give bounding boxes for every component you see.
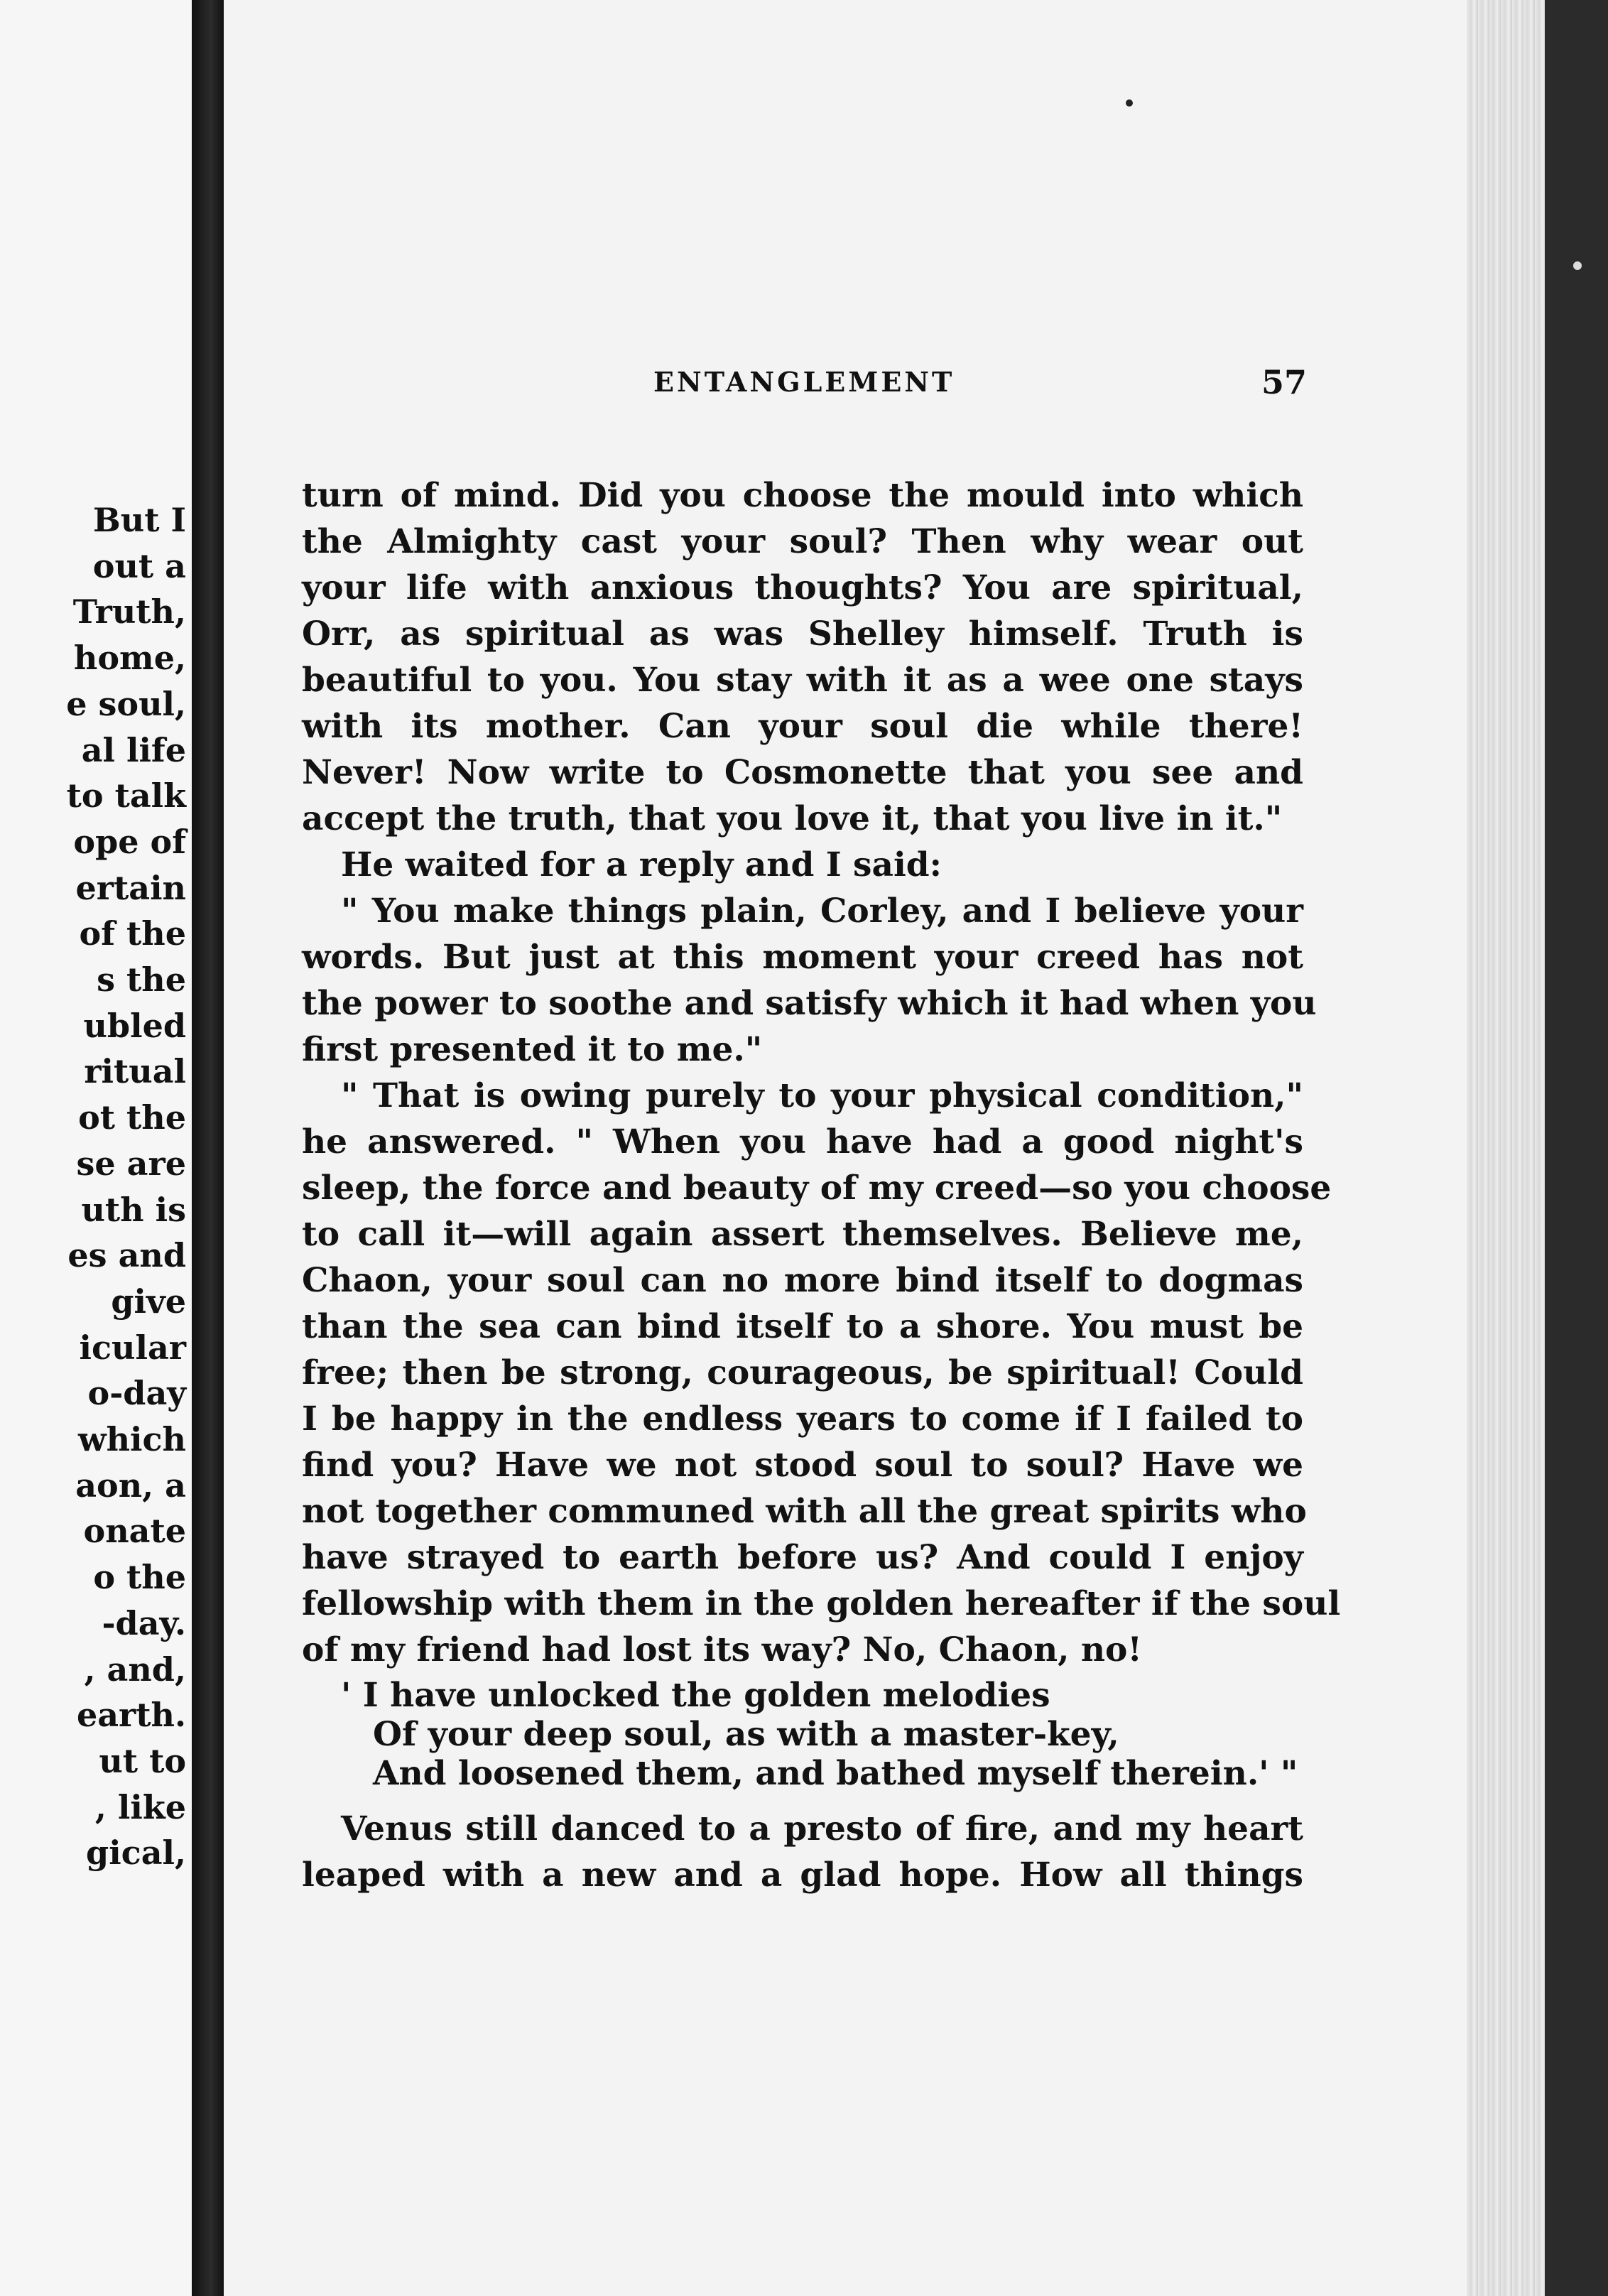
page-number: 57 [1261,363,1307,401]
previous-page-lines [66,497,186,1876]
verse-quotation [302,1676,1303,1793]
book-gutter [192,0,224,2296]
text-line: accept the truth, that you love it, that you live in it." [302,799,1283,838]
previous-page-line: But I [92,501,186,539]
scan-background-right [1545,0,1608,2296]
text-line: find you? Have we not stood soul to soul? Have we [302,1446,1303,1485]
text-line: than the sea can bind itself to a shore. You must be [302,1307,1303,1346]
text-line: Venus still danced to a presto of fire, and my heart [341,1809,1303,1848]
previous-page-line: of the [79,914,186,953]
previous-page-line: to talk [66,776,186,816]
previous-page-line: gical, [86,1834,186,1873]
text-line: not together communed with all the great spirits who [302,1492,1307,1531]
previous-page-line: o the [93,1558,186,1597]
text-line: to call it—will again assert themselves. Believe me, [302,1215,1303,1254]
text-line: your life with anxious thoughts? You are spiritual, [302,568,1303,607]
text-line: Chaon, your soul can no more bind itself to dogmas [302,1261,1303,1300]
previous-page-line: , and, [84,1650,186,1689]
previous-page-line: ope of [73,822,186,861]
paragraph [302,842,1303,888]
text-line: of my friend had lost its way? No, Chaon, no! [302,1630,1143,1669]
text-line: sleep, the force and beauty of my creed—so you choose [302,1169,1332,1208]
page-body [302,472,1341,1898]
previous-page-line: ertain [75,868,186,907]
previous-page-line: -day. [102,1603,186,1642]
previous-page-line: ritual [84,1052,186,1091]
previous-page-fragment [0,0,192,2296]
previous-page-line: s the [97,960,186,1000]
previous-page-line: ut to [99,1741,186,1780]
text-line: he answered. " When you have had a good night's [302,1122,1303,1161]
page-edges [1467,0,1545,2296]
text-line: first presented it to me." [302,1030,763,1069]
previous-page-line: which [78,1420,186,1459]
text-line: the Almighty cast your soul? Then why wear out [302,522,1303,561]
previous-page-line: earth. [76,1696,186,1735]
paragraph [302,888,1317,1073]
previous-page-line: icular [79,1328,186,1367]
previous-page-line: se are [76,1144,186,1183]
verse-line: And loosened them, and bathed myself therein.' " [373,1754,1298,1793]
text-line: with its mother. Can your soul die while there! [302,707,1303,746]
previous-page-line: onate [83,1512,186,1551]
previous-page-line: es and [67,1236,186,1275]
text-line: the power to soothe and satisfy which it had when you [302,984,1317,1023]
ink-speck [1573,261,1582,270]
text-line: He waited for a reply and I said: [341,845,942,884]
ink-speck [1126,99,1133,107]
previous-page-line: aon, a [75,1466,186,1505]
text-line: leaped with a new and a glad hope. How all things [302,1856,1303,1895]
previous-page-line: e soul, [66,684,186,723]
running-title: ENTANGLEMENT [653,366,955,398]
text-line: I be happy in the endless years to come if I failed to [302,1399,1303,1439]
verse-line: ' I have unlocked the golden melodies [341,1676,1050,1715]
text-line: beautiful to you. You stay with it as a wee one stays [302,661,1303,700]
previous-page-line: out a [92,546,186,585]
text-line: have strayed to earth before us? And could I enjoy [302,1538,1303,1577]
previous-page-line: ot the [78,1098,186,1137]
text-line: fellowship with them in the golden hereafter if the soul [302,1584,1341,1623]
text-line: turn of mind. Did you choose the mould into which [302,476,1303,515]
running-head [440,363,1307,408]
text-line: Orr, as spiritual as was Shelley himself. Truth is [302,614,1303,654]
previous-page-line: o-day [87,1374,186,1413]
text-line: words. But just at this moment your creed has not [302,938,1303,977]
paragraph [302,472,1303,842]
previous-page-line: home, [73,639,186,678]
text-line: Never! Now write to Cosmonette that you see and [302,753,1303,792]
text-line: " You make things plain, Corley, and I believe your [341,892,1303,931]
previous-page-line: uth is [81,1190,186,1229]
previous-page-line: al life [81,730,186,769]
paragraph [302,1073,1341,1673]
text-line: " That is owing purely to your physical condition," [341,1076,1303,1115]
text-line: free; then be strong, courageous, be spiritual! Could [302,1353,1303,1392]
verse-line: Of your deep soul, as with a master-key, [373,1715,1119,1754]
previous-page-line: ubled [83,1006,186,1045]
paragraph [302,1806,1303,1898]
previous-page-line: give [111,1282,186,1321]
previous-page-line: Truth, [72,592,186,632]
previous-page-line: , like [94,1787,186,1826]
